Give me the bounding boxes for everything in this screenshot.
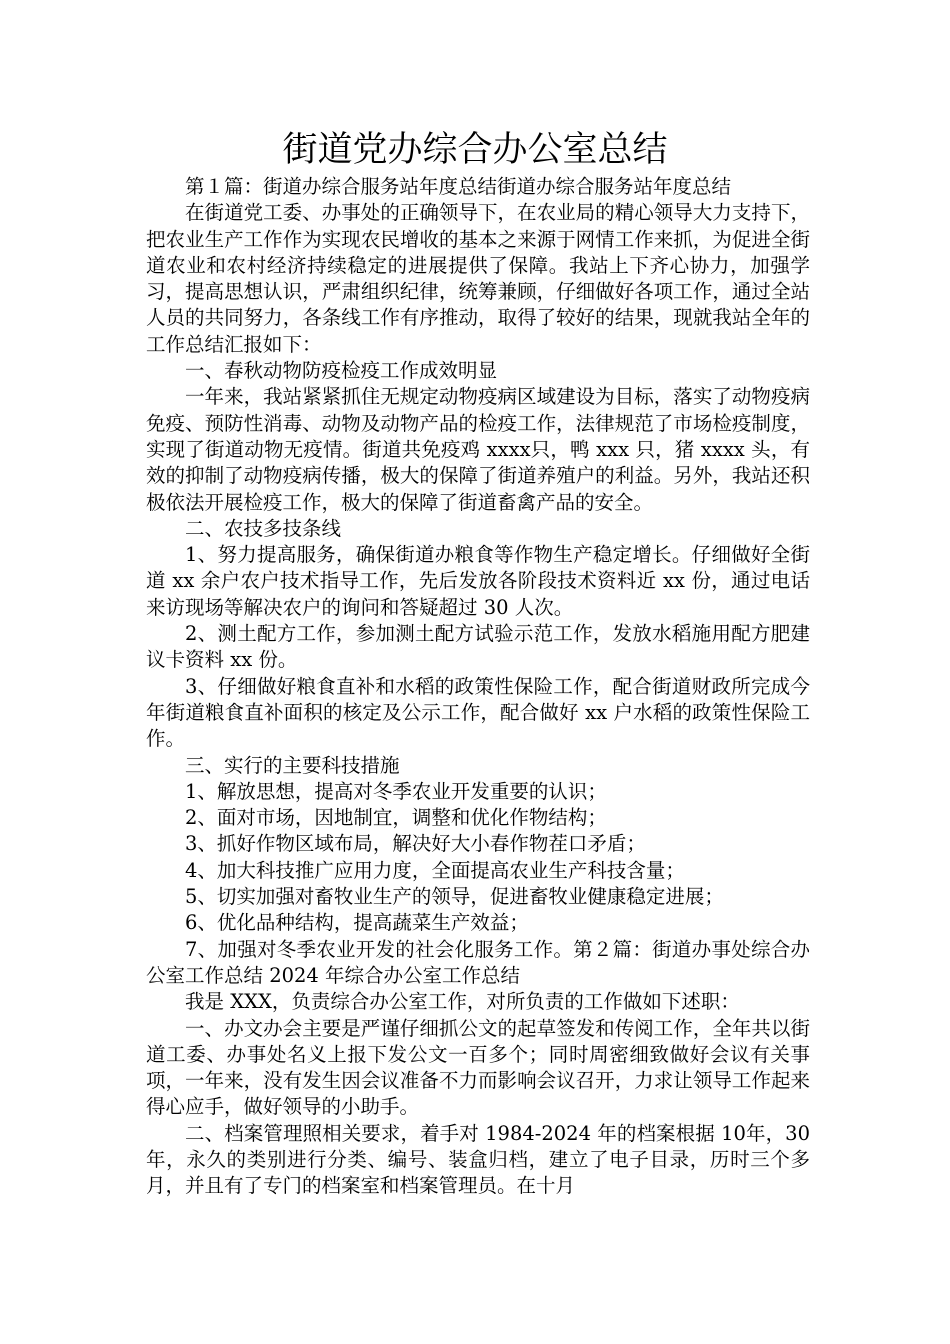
list-item: 3、抓好作物区域布局，解决好大小春作物茬口矛盾； <box>185 832 646 856</box>
section-heading: 一、春秋动物防疫检疫工作成效明显 <box>185 359 498 383</box>
paragraph: 3、仔细做好粮食直补和水稻的政策性保险工作，配合街道财政所完成今年街道粮食直补面积的核定及公示工作，配合做好 xx 户水稻的政策性保险工作。 <box>146 674 810 751</box>
paragraph: 2、测土配方工作，参加测土配方试验示范工作，发放水稻施用配方肥建议卡资料 xx 份。 <box>146 622 810 672</box>
list-item: 5、切实加强对畜牧业生产的领导，促进畜牧业健康稳定进展； <box>185 885 724 909</box>
list-item: 7、加强对冬季农业开发的社会化服务工作。第２篇：街道办事处综合办公室工作总结 2024 年综合办公室工作总结 <box>146 937 810 987</box>
paragraph: 第１篇：街道办综合服务站年度总结街道办综合服务站年度总结 <box>185 175 732 198</box>
list-item: 2、面对市场，因地制宜，调整和优化作物结构； <box>185 806 607 830</box>
paragraph: 1、努力提高服务，确保街道办粮食等作物生产稳定增长。仔细做好全街道 xx 余户农户技术指导工作，先后发放各阶段技术资料近 xx 份，通过电话来访现场等解决农户的询问和答疑超过 30 人次。 <box>146 543 810 619</box>
list-item: 4、加大科技推广应用力度，全面提高农业生产科技含量； <box>185 858 685 882</box>
document-title: 街道党办综合办公室总结 <box>282 130 668 170</box>
section-heading: 三、实行的主要科技措施 <box>185 753 400 777</box>
paragraph: 一年来，我站紧紧抓住无规定动物疫病区域建设为目标，落实了动物疫病免疫、预防性消毒、动物及动物产品的检疫工作，法律规范了市场检疫制度，实现了街道动物无疫情。街道共免疫鸡 xxxx只，鸭 xxx 只，猪 xxxx 头，有效的抑制了动物疫病传播，极大的保障了街道养殖户的利益。另外，我站还积极依法开展检疫工作，极大的保障了街道畜禽产品的安全。 <box>146 385 810 514</box>
list-item: 1、解放思想，提高对冬季农业开发重要的认识； <box>185 779 607 803</box>
paragraph: 我是 XXX，负责综合办公室工作，对所负责的工作做如下述职： <box>185 990 740 1014</box>
section-heading: 二、农技多技条线 <box>185 516 342 540</box>
list-item: 6、优化品种结构，提高蔬菜生产效益； <box>185 911 529 935</box>
document-body <box>146 174 810 1200</box>
paragraph: 在街道党工委、办事处的正确领导下，在农业局的精心领导大力支持下，把农业生产工作作为实现农民增收的基本之来源于网情工作来抓，为促进全街道农业和农村经济持续稳定的进展提供了保障。我站上下齐心协力，加强学习，提高思想认识，严肃组织纪律，统筹兼顾，仔细做好各项工作，通过全站人员的共同努力，各条线工作有序推动，取得了较好的结果，现就我站全年的工作总结汇报如下： <box>146 201 810 356</box>
paragraph: 一、办文办会主要是严谨仔细抓公文的起草签发和传阅工作，全年共以街道工委、办事处名义上报下发公文一百多个；同时周密细致做好会议有关事项，一年来，没有发生因会议准备不力而影响会议召开，力求让领导工作起来得心应手，做好领导的小助手。 <box>146 1016 810 1119</box>
paragraph: 二、档案管理照相关要求，着手对 1984-2024 年的档案根据 10年，30 年，永久的类别进行分类、编号、装盒归档，建立了电子目录，历时三个多月，并且有了专门的档案室和档案管理员。在十月 <box>146 1121 810 1198</box>
